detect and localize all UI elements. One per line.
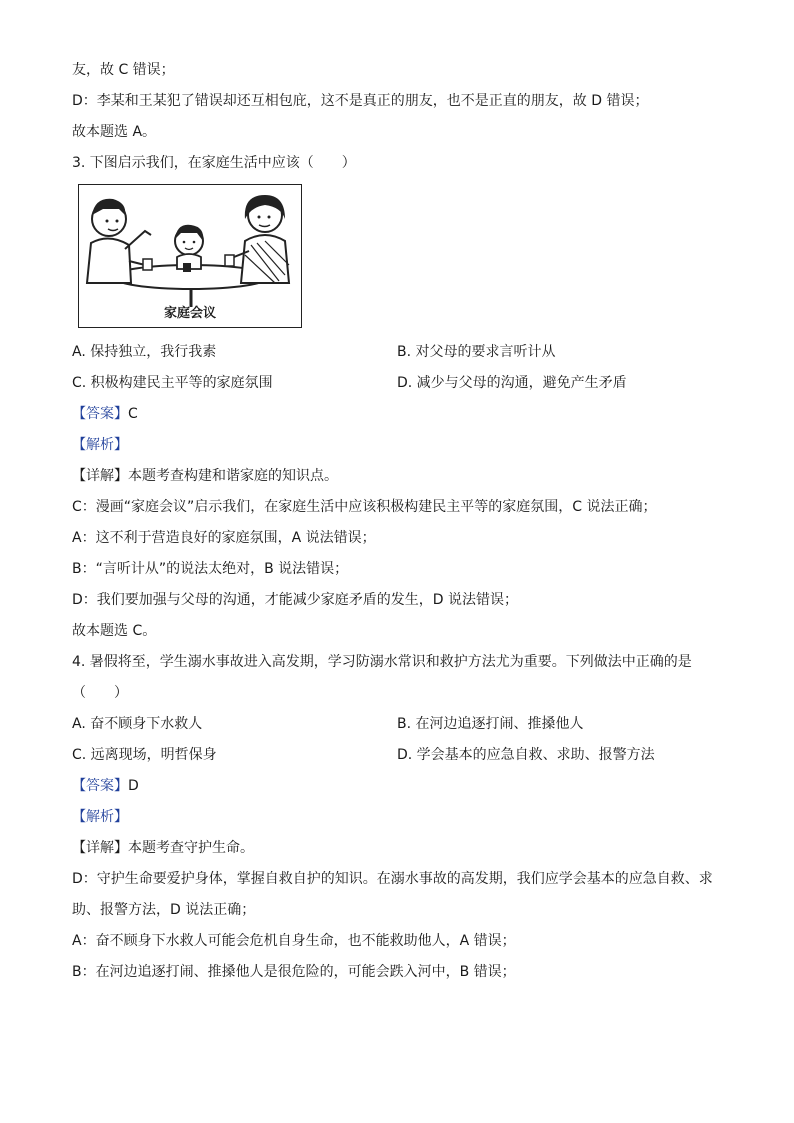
analysis-tag: 【解析】 bbox=[72, 809, 128, 825]
answer-value: D bbox=[128, 778, 139, 794]
explanation-line: A：奋不顾身下水救人可能会危机自身生命，也不能救助他人，A 错误； bbox=[72, 933, 516, 949]
detail-text: 本题考查守护生命。 bbox=[128, 840, 254, 856]
detail-tag: 【详解】 bbox=[72, 468, 128, 484]
explanation-line: B：“言听计从”的说法太绝对，B 说法错误； bbox=[72, 561, 349, 577]
explanation-line: 助、报警方法，D 说法正确； bbox=[72, 902, 256, 918]
text-line: 故本题选 A。 bbox=[72, 124, 157, 140]
analysis-line bbox=[72, 807, 732, 827]
question-4-options-row-1 bbox=[72, 714, 732, 734]
option-a: A. 奋不顾身下水救人 bbox=[72, 716, 203, 732]
answer-tag: 【答案】 bbox=[72, 406, 128, 422]
answer-line bbox=[72, 776, 732, 796]
option-d: D. 减少与父母的沟通，避免产生矛盾 bbox=[397, 375, 627, 391]
explanation-line: B：在河边追逐打闹、推搡他人是很危险的，可能会跌入河中，B 错误； bbox=[72, 964, 516, 980]
document-page bbox=[72, 60, 732, 993]
text-line: D：李某和王某犯了错误却还互相包庇，这不是真正的朋友，也不是正直的朋友，故 D 错误； bbox=[72, 93, 649, 109]
detail-tag: 【详解】 bbox=[72, 840, 128, 856]
explanation-line: D：我们要加强与父母的沟通，才能减少家庭矛盾的发生，D 说法错误； bbox=[72, 592, 519, 608]
answer-value: C bbox=[128, 406, 138, 422]
option-a: A. 保持独立，我行我素 bbox=[72, 344, 217, 360]
question-4-options-row-2 bbox=[72, 745, 732, 765]
question-3-options-row-1 bbox=[72, 342, 732, 362]
answer-tag: 【答案】 bbox=[72, 778, 128, 794]
question-3-stem: 3. 下图启示我们，在家庭生活中应该（ ） bbox=[72, 155, 356, 171]
text-line: 友，故 C 错误； bbox=[72, 62, 175, 78]
option-b: B. 在河边追逐打闹、推搡他人 bbox=[397, 716, 584, 732]
analysis-line bbox=[72, 435, 732, 455]
family-meeting-illustration bbox=[78, 184, 302, 328]
detail-line bbox=[72, 466, 732, 486]
explanation-line: 故本题选 C。 bbox=[72, 623, 157, 639]
option-c: C. 远离现场，明哲保身 bbox=[72, 747, 217, 763]
question-3-options-row-2 bbox=[72, 373, 732, 393]
question-4-stem-continued: （ ） bbox=[72, 685, 128, 701]
figure-caption: 家庭会议 bbox=[163, 306, 216, 321]
detail-text: 本题考查构建和谐家庭的知识点。 bbox=[128, 468, 338, 484]
explanation-line: C：漫画“家庭会议”启示我们，在家庭生活中应该积极构建民主平等的家庭氛围，C 说法正确； bbox=[72, 499, 657, 515]
detail-line bbox=[72, 838, 732, 858]
option-b: B. 对父母的要求言听计从 bbox=[397, 344, 556, 360]
analysis-tag: 【解析】 bbox=[72, 437, 128, 453]
explanation-line: A：这不利于营造良好的家庭氛围，A 说法错误； bbox=[72, 530, 376, 546]
question-4-stem: 4. 暑假将至，学生溺水事故进入高发期，学习防溺水常识和救护方法尤为重要。下列做法中正确的是 bbox=[72, 654, 692, 670]
option-c: C. 积极构建民主平等的家庭氛围 bbox=[72, 375, 273, 391]
answer-line bbox=[72, 404, 732, 424]
explanation-line: D：守护生命要爱护身体，掌握自救自护的知识。在溺水事故的高发期，我们应学会基本的应急自救、求 bbox=[72, 871, 713, 887]
option-d: D. 学会基本的应急自救、求助、报警方法 bbox=[397, 747, 655, 763]
